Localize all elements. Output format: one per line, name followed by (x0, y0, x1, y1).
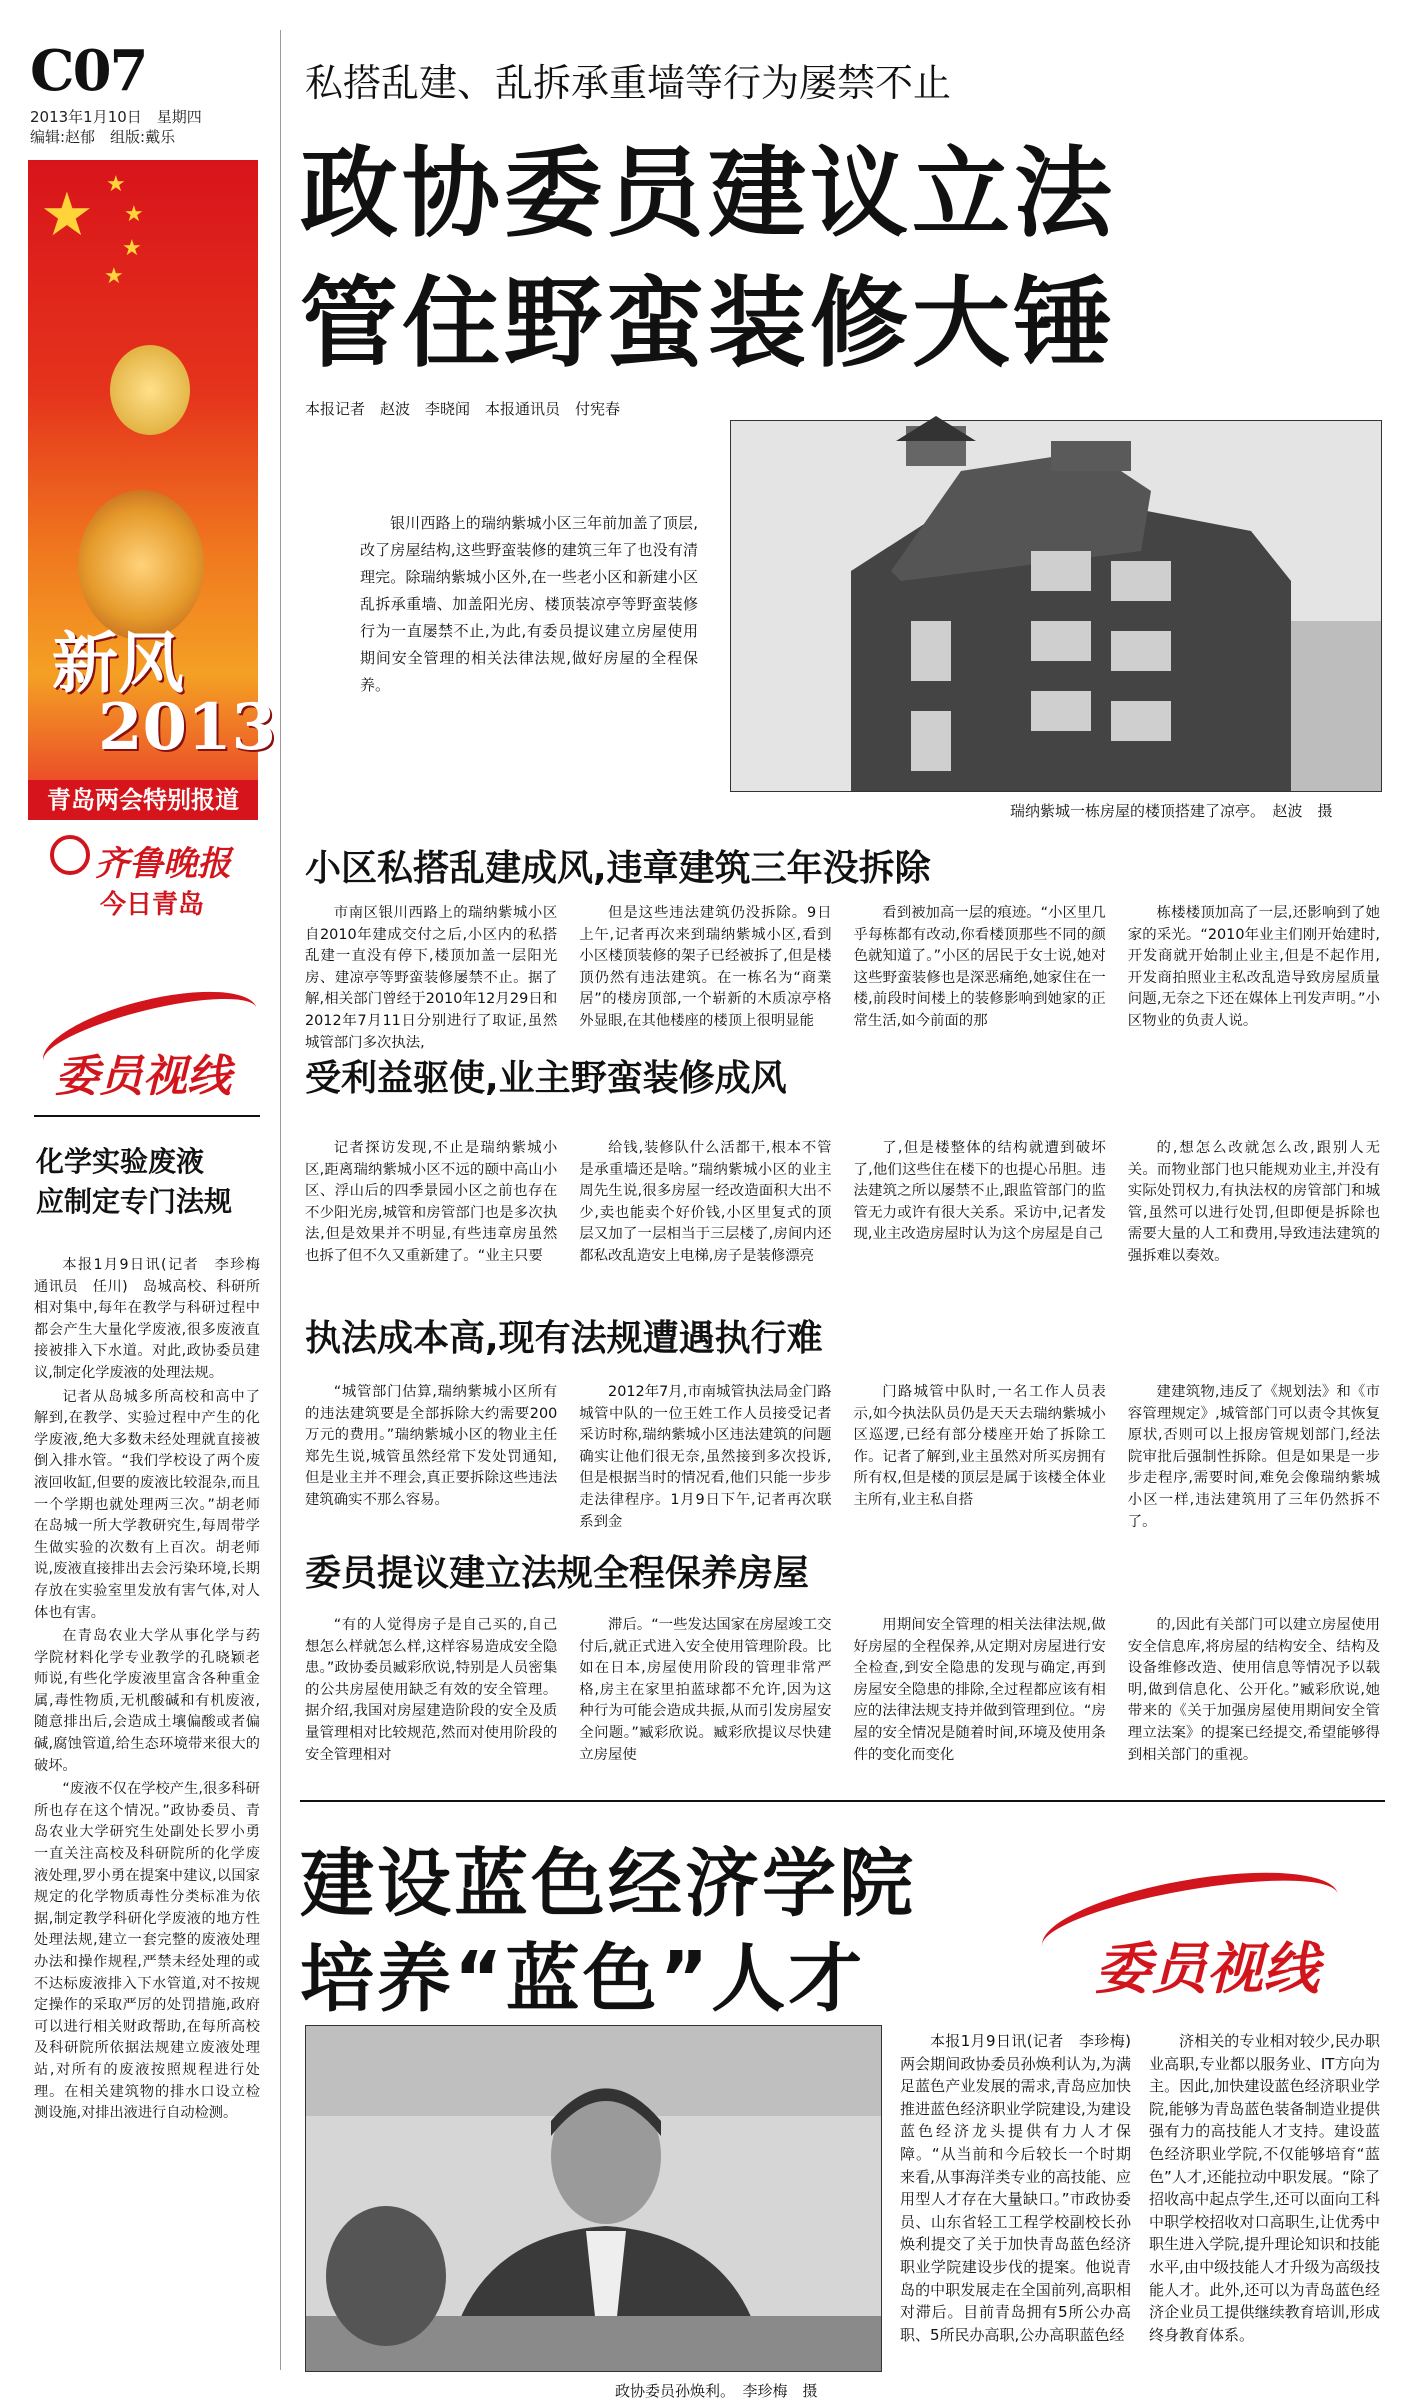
banner-title: 新风 (52, 625, 184, 702)
building-illustration (731, 421, 1381, 791)
text-column: 本报1月9日讯(记者 李珍梅) 两会期间政协委员孙焕利认为,为满足蓝色产业发展的需求,青岛应加快推进蓝色经济职业学院建设,为建设蓝色经济龙头提供有力人才保障。“从当前和今后较长一个时期来看,从事海洋类专业的高技能、应用型人才存在大量缺口。”市政协委员、山东省轻工工程学校副校长孙焕利提交了关于加快青岛蓝色经济职业学院建设步伐的提案。他说青岛的中职发展走在全国前列,高职相对滞后。目前青岛拥有5所公办高职、5所民办高职,公办高职蓝色经 (900, 2032, 1147, 2344)
text-column: 的,因此有关部门可以建立房屋使用安全信息库,将房屋的结构安全、结构及设备维修改造、使用信息等情况予以载明,做到信息化、公开化。”臧彩欣说,她带来的《关于加强房屋使用期间安全管理立法案》的提案已经提交,希望能够得到相关部门的重视。 (1127, 1617, 1380, 1763)
star-icon: ★ (40, 180, 94, 250)
section-body (305, 1615, 1380, 1766)
headline-line-1: 政协委员建议立法 (300, 137, 1117, 251)
second-headline-line-1: 建设蓝色经济学院 (300, 1841, 916, 1927)
special-report-banner (28, 160, 277, 820)
building-photo (730, 420, 1382, 792)
section-body (305, 1138, 1380, 1268)
section-title: 受利益驱使,业主野蛮装修成风 (305, 1058, 787, 1099)
portrait-photo (305, 2025, 882, 2372)
text-column: 建建筑物,违反了《规划法》和《市容管理规定》,城管部门可以责令其恢复原状,否则可以上报房管规划部门,经法院审批后强制性拆除。但是如果是一步步走程序,需要时间,难免会像瑞纳紫城小区一样,违法建筑用了三年仍然拆不了。 (1127, 1384, 1380, 1530)
sidebar-paragraph: 本报1月9日讯(记者 李珍梅 通讯员 任川) 岛城高校、科研所相对集中,每年在教学与科研过程中都会产生大量化学废液,很多废液直接被排入下水道。对此,政协委员建议,制定化学废液的处理法规。 (34, 1257, 275, 1381)
text-column: 市南区银川西路上的瑞纳紫城小区自2010年建成交付之后,小区内的私搭乱建一直没有停下,楼顶加盖一层阳光房、建凉亭等野蛮装修屡禁不止。据了解,相关部门曾经于2010年12月29日和2012年7月11日分别进行了取证,虽然城管部门多次执法, (305, 905, 558, 1051)
text-column: 的,想怎么改就怎么改,跟别人无关。而物业部门也只能规劝业主,并没有实际处罚权力,有执法权的房管部门和城管,虽然可以进行处罚,但即便是拆除也需要大量的人工和费用,导致违法建筑的强拆难以奏效。 (1127, 1140, 1380, 1264)
divider (34, 1115, 260, 1117)
section-body (305, 903, 1380, 1054)
section-body (305, 1382, 1380, 1533)
divider (300, 1800, 1385, 1802)
sidebar-article (34, 1255, 275, 2127)
text-column: 给钱,装修队什么活都干,根本不管是承重墙还是啥。”瑞纳紫城小区的业主周先生说,很多房屋一经改造面积大出不少,卖也能卖个好价钱,小区里复式的顶层又加了一层相当于三层楼了,房间内还都私改乱造安上电梯,房子是装修漂亮 (579, 1140, 832, 1264)
text-column: 但是这些违法建筑仍没拆除。9日上午,记者再次来到瑞纳紫城小区,看到小区楼顶装修的架子已经被拆了,但是楼顶仍然有违法建筑。在一栋名为“商業居”的楼房顶部,一个崭新的木质凉亭格外显眼,在其他楼座的楼顶上很明显能 (579, 905, 832, 1029)
sidebar-paragraph: 在青岛农业大学从事化学与药学院材料化学专业教学的孔晓颖老师说,有些化学废液里富含各种重金属,毒性物质,无机酸碱和有机废液,随意排出后,会造成土壤偏酸或者偏碱,腐蚀管道,给生态环境带来很大的破坏。 (34, 1628, 260, 1774)
lede-text: 银川西路上的瑞纳紫城小区三年前加盖了顶层,改了房屋结构,这些野蛮装修的建筑三年了也没有清理完。除瑞纳紫城小区外,在一些老小区和新建小区乱拆承重墙、加盖阳光房、楼顶装凉亭等野蛮装修行为一直屡禁不止,为此,有委员提议建立房屋使用期间安全管理的相关法律法规,做好房屋的全程保养。 (360, 514, 698, 694)
star-icon: ★ (104, 264, 124, 289)
byline: 本报记者 赵波 李晓闻 本报通讯员 付宪春 (305, 400, 621, 418)
text-column: 门路城管中队时,一名工作人员表示,如今执法队员仍是天天去瑞纳紫城小区巡逻,已经有部分楼座开始了拆除工作。记者了解到,业主虽然对所买房拥有所有权,但是楼的顶层是属于该楼全体业主所有,业主私自搭 (853, 1384, 1106, 1508)
second-section-tag: 委员视线 (1095, 1937, 1319, 2002)
text-column: “有的人觉得房子是自己买的,自己想怎么样就怎么样,这样容易造成安全隐患。”政协委员臧彩欣说,特别是人员密集的公共房屋使用缺乏有效的安全管理。据介绍,我国对房屋建造阶段的安全及质量管理相对比较规范,然而对使用阶段的安全管理相对 (305, 1617, 558, 1763)
section-title: 委员提议建立法规全程保养房屋 (305, 1553, 810, 1594)
headline-line-2: 管住野蛮装修大锤 (300, 267, 1117, 381)
text-column: 2012年7月,市南城管执法局金门路城管中队的一位王姓工作人员接受记者采访时称,瑞纳紫城小区违法建筑的问题确实让他们很无奈,虽然接到多次投诉,但是根据当时的情况看,他们只能一步步走法律程序。1月9日下午,记者再次联系到金 (579, 1384, 832, 1530)
sidebar-paragraph: 记者从岛城多所高校和高中了解到,在教学、实验过程中产生的化学废液,绝大多数未经处理就直接被倒入排水管。“我们学校设了两个废液回收缸,但要的废液比较混杂,而且一个学期也就处理两三次。”胡老师在岛城一所大学教研究生,每周带学生做实验的次数有上百次。胡老师说,废液直接排出去会污染环境,长期存放在实验室里发放有害气体,对人体也有害。 (34, 1388, 260, 1621)
text-column: “城管部门估算,瑞纳紫城小区所有的违法建筑要是全部拆除大约需要200万元的费用。”瑞纳紫城小区的物业主任郑先生说,城管虽然经常下发处罚通知,但是业主并不理会,真正要拆除这些违法建筑确实不那么容易。 (305, 1384, 558, 1508)
sidebar-paragraph: “废液不仅在学校产生,很多科研所也存在这个情况。”政协委员、青岛农业大学研究生处副处长罗小勇一直关注高校及科研院所的化学废液处理,罗小勇在提案中建议,以国家规定的化学物质毒性分类标准为依据,制定教学科研化学废液的地方性处理法规,建立一套完整的废液处理办法和操作规程,严禁未经处理的或不达标废液排入下水管道,对不按规定操作的采取严厉的处罚措施,政府可以进行相关财政帮助,在每所高校及科研院所依据法规建立废液处理站,对所有的废液按照规程进行处理。在相关建筑物的排水口设立检测设施,对排出液进行自动检测。 (34, 1781, 260, 2122)
photo-caption: 瑞纳紫城一栋房屋的楼顶搭建了凉亭。 赵波 摄 (1010, 802, 1333, 820)
text-column: 了,但是楼整体的结构就遭到破坏了,他们这些住在楼下的也提心吊胆。违法建筑之所以屡禁不止,跟监管部门的监管无力或许有很大关系。采访中,记者发现,业主改造房屋时认为这个房屋是自己 (853, 1140, 1106, 1243)
edition-name: 今日青岛 (100, 890, 205, 920)
editor-line: 编辑:赵郁 组版:戴乐 (30, 128, 176, 146)
sidebar-headline-1: 化学实验废液 (36, 1145, 205, 1178)
section-title: 小区私搭乱建成风,违章建筑三年没拆除 (305, 848, 931, 889)
text-column: 滞后。“一些发达国家在房屋竣工交付后,就正式进入安全使用管理阶段。比如在日本,房屋使用阶段的管理非常严格,房主在家里拍蓝球都不允许,因为这种行为可能会造成共振,从而引发房屋安全问题。”臧彩欣说。臧彩欣提议尽快建立房屋使 (579, 1617, 832, 1763)
second-photo-caption: 政协委员孙焕利。 李珍梅 摄 (615, 2382, 818, 2400)
text-column: 看到被加高一层的痕迹。“小区里几乎每栋都有改动,你看楼顶那些不同的颜色就知道了。”小区的居民于女士说,她对这些野蛮装修也是深恶痛绝,她家住在一楼,前段时间楼上的装修影响到她家的正常生活,如今前面的那 (853, 905, 1106, 1029)
sidebar-section-tag: 委员视线 (55, 1051, 231, 1102)
second-headline-line-2: 培养“蓝色”人才 (300, 1936, 866, 2022)
page-number: C07 (30, 38, 147, 104)
text-column: 济相关的专业相对较少,民办职业高职,专业都以服务业、IT方向为主。因此,加快建设蓝色经济职业学院,能够为青岛蓝色装备制造业提供强有力的高技能人才支持。建设蓝色经济职业学院,不仅能够培育“蓝色”人才,还能拉动中职发展。“除了招收高中起点学生,还可以面向工科中职学校招收对口高职生,让优秀中职生进入学院,提升理论知识和技能水平,由中级技能人才升级为高级技能人才。此外,还可以为青岛蓝色经济企业员工提供继续教育培训,形成终身教育体系。 (1149, 2032, 1380, 2344)
national-emblem-icon (110, 345, 190, 435)
date-line: 2013年1月10日 星期四 (30, 108, 202, 126)
section-title: 执法成本高,现有法规遭遇执行难 (305, 1318, 823, 1359)
portrait-illustration (306, 2026, 881, 2371)
star-icon: ★ (122, 236, 142, 261)
star-icon: ★ (106, 172, 126, 197)
newspaper-logo-icon (50, 835, 90, 875)
sidebar-headline-2: 应制定专门法规 (36, 1185, 233, 1218)
text-column: 栋楼楼顶加高了一层,还影响到了她家的采光。“2010年业主们刚开始建时,开发商就开始制止业主,但是不起作用,开发商拍照业主私改乱造导致房屋质量问题,无奈之下还在媒体上刊发声明。”小区物业的负责人说。 (1127, 905, 1380, 1029)
banner-subtitle: 青岛两会特别报道 (28, 780, 258, 820)
banner-year: 2013 (98, 690, 277, 765)
text-column: 记者探访发现,不止是瑞纳紫城小区,距离瑞纳紫城小区不远的颐中高山小区、浮山后的四季景园小区之前也存在不少阳光房,城管和房管部门也是多次执法,但是效果并不明显,有些违章房虽然也拆了但不久又重新建了。“业主只要 (305, 1140, 558, 1264)
star-icon: ★ (124, 202, 144, 227)
text-column: 用期间安全管理的相关法律法规,做好房屋的全程保养,从定期对房屋进行安全检查,到安全隐患的发现与确定,再到房屋安全隐患的排除,全过程都应该有相应的法律法规支持并做到管理到位。“房屋的安全情况是随着时间,环境及使用条件的变化而变化 (853, 1617, 1106, 1763)
lede-paragraph (360, 510, 698, 699)
kicker: 私搭乱建、乱拆承重墙等行为屡禁不止 (305, 61, 952, 105)
newspaper-name: 齐鲁晚报 (95, 844, 231, 884)
column-divider (280, 30, 281, 2370)
second-article-body (900, 2030, 1380, 2346)
